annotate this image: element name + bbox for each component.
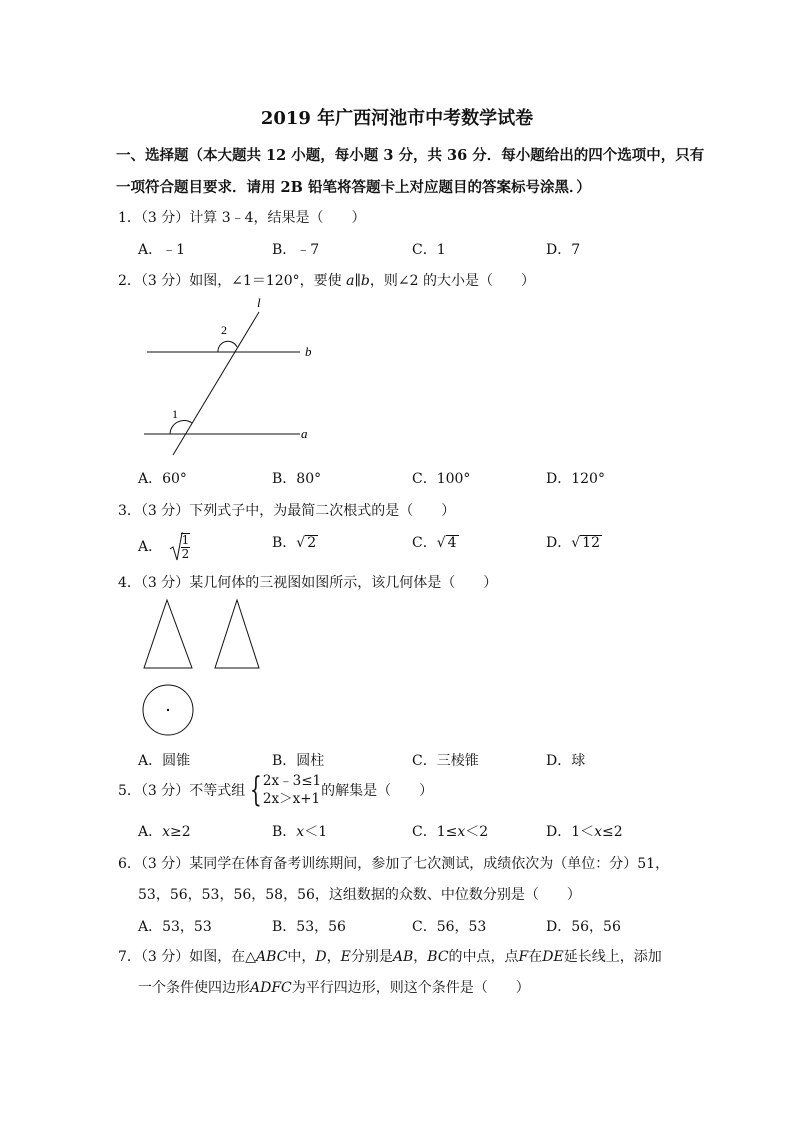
- question-2-stem: 2．（3 分）如图，∠1＝120°，要使 a∥b，则∠2 的大小是（ ）: [118, 273, 535, 289]
- label-angle-1: 1: [172, 407, 178, 421]
- inequality-system: { 2x﹣3≤1 2x＞x+1: [250, 770, 322, 810]
- section-heading-line1: 一、选择题（本大题共 12 小题，每小题 3 分，共 36 分．每小题给出的四个选项中，只有: [116, 147, 705, 164]
- q5-option-a: A．x≥2: [138, 824, 191, 840]
- q1-option-a: A．﹣1: [138, 242, 186, 258]
- radical-sign-icon: √: [436, 535, 446, 551]
- angle-1-arc: [170, 420, 192, 434]
- q1-option-c: C．1: [412, 242, 446, 258]
- center-dot: [167, 709, 169, 711]
- front-view-triangle: [144, 600, 192, 668]
- question-1-stem: 1．（3 分）计算 3﹣4，结果是（ ）: [118, 210, 366, 226]
- q5-option-b: B．x＜1: [272, 824, 328, 840]
- parallel-lines-figure: [130, 292, 330, 462]
- three-view-figure: [138, 596, 268, 742]
- question-6-line2: 53，56，53，56，58，56，这组数据的众数、中位数分别是（ ）: [138, 887, 581, 903]
- q6-option-a: A．53，53: [138, 919, 212, 935]
- q2-option-c: C．100°: [412, 471, 471, 487]
- label-angle-2: 2: [221, 323, 227, 337]
- q3-option-b: B．√ 2: [272, 535, 317, 551]
- q2-option-a: A．60°: [138, 471, 187, 487]
- q3-option-c: C．√ 4: [412, 535, 457, 551]
- q5-option-d: D．1＜x≤2: [546, 824, 623, 840]
- question-5-stem: 5．（3 分）不等式组 { 2x﹣3≤1 2x＞x+1 的解集是（ ）: [118, 770, 434, 810]
- q4-option-c: C．三棱锥: [412, 753, 479, 769]
- q6-option-b: B．53，56: [272, 919, 346, 935]
- left-brace-icon: {: [250, 770, 263, 810]
- radical-sign-icon: √: [296, 535, 306, 551]
- side-view-triangle: [215, 600, 259, 668]
- q1-option-b: B．﹣7: [272, 242, 320, 258]
- label-a: a: [301, 426, 308, 441]
- section-heading-line2: 一项符合题目要求．请用 2B 铅笔将答题卡上对应题目的答案标号涂黑．）: [116, 179, 591, 196]
- question-3-stem: 3．（3 分）下列式子中，为最简二次根式的是（ ）: [118, 503, 456, 519]
- label-b: b: [305, 344, 312, 359]
- q4-option-b: B．圆柱: [272, 753, 325, 769]
- q4-option-d: D．球: [546, 753, 586, 769]
- q6-option-c: C．56，53: [412, 919, 487, 935]
- question-4-stem: 4．（3 分）某几何体的三视图如图所示，该几何体是（ ）: [118, 575, 498, 591]
- q5-option-c: C．1≤x＜2: [412, 824, 489, 840]
- q3-option-a: A． $\frac{1}{2}$: [138, 533, 190, 561]
- question-7-line2: 一个条件使四边形ADFC为平行四边形，则这个条件是（ ）: [138, 980, 530, 996]
- page-title: 2019 年广西河池市中考数学试卷: [260, 108, 534, 129]
- radical-sign-icon: √: [571, 535, 581, 551]
- q2-option-b: B．80°: [272, 471, 322, 487]
- q2-option-d: D．120°: [546, 471, 605, 487]
- q3-option-d: D．√ 12: [546, 535, 600, 551]
- label-l: l: [257, 295, 261, 310]
- q6-option-d: D．56，56: [546, 919, 621, 935]
- question-6-line1: 6．（3 分）某同学在体育备考训练期间，参加了七次测试，成绩依次为（单位：分）51，: [118, 856, 670, 872]
- q1-option-d: D．7: [546, 242, 581, 258]
- angle-2-arc: [218, 341, 237, 352]
- question-7-line1: 7．（3 分）如图，在△ABC中，D，E分别是AB，BC的中点，点F在DE延长线上，添加: [118, 949, 662, 965]
- q4-option-a: A．圆锥: [138, 753, 191, 769]
